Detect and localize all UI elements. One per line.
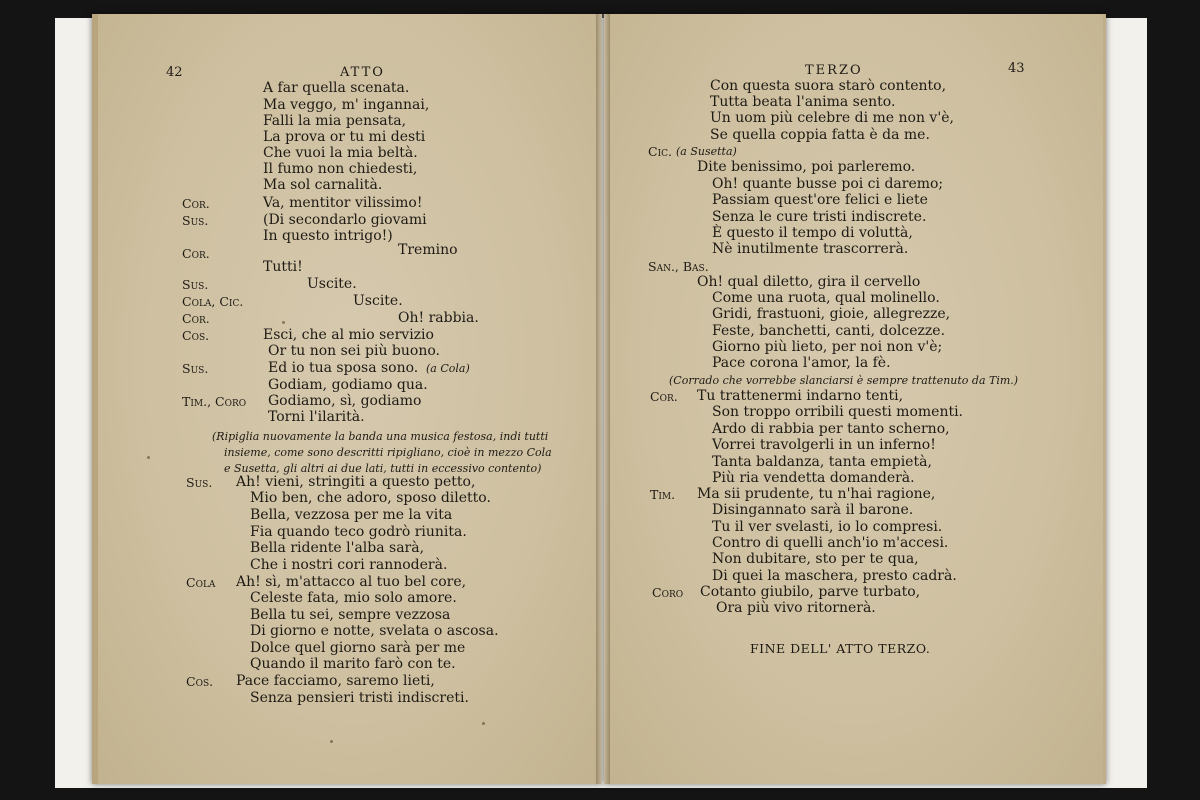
verse-line: Bella tu sei, sempre vezzosa: [250, 607, 451, 623]
verse-line: Tu il ver svelasti, io lo compresi.: [712, 519, 943, 535]
verse-line: Bella ridente l'alba sarà,: [250, 540, 425, 556]
verse-line: È questo il tempo di voluttà,: [712, 225, 913, 241]
verse-line: Senza le cure tristi indiscrete.: [712, 209, 927, 225]
verse-line: Oh! rabbia.: [398, 310, 479, 326]
speaker-label: Cola: [186, 575, 216, 590]
verse-line: Va, mentitor vilissimo!: [263, 195, 423, 211]
verse-line: Celeste fata, mio solo amore.: [250, 590, 457, 606]
verse-line: A far quella scenata.: [263, 80, 410, 96]
speaker-label: Tim.: [650, 487, 676, 502]
verse-line: Ed io tua sposa sono.: [268, 360, 419, 376]
right-page-number: 43: [1008, 61, 1025, 76]
verse-line: Pace facciamo, saremo lieti,: [236, 673, 435, 689]
verse-line: Passiam quest'ore felici e liete: [712, 192, 928, 208]
verse-line: Feste, banchetti, canti, dolcezze.: [712, 323, 946, 339]
book-gutter: [596, 14, 610, 784]
verse-line: Mio ben, che adoro, sposo diletto.: [250, 490, 491, 506]
verse-line: Un uom più celebre di me non v'è,: [710, 110, 954, 126]
speaker-label: San., Bas.: [648, 259, 709, 274]
verse-line: Più ria vendetta domanderà.: [712, 470, 915, 486]
foxing-spot: [282, 321, 285, 324]
verse-line: Come una ruota, qual molinello.: [712, 290, 940, 306]
verse-line: Disingannato sarà il barone.: [712, 502, 914, 518]
right-running-header: TERZO: [805, 63, 863, 78]
verse-line: (Di secondarlo giovami: [263, 212, 427, 228]
stage-direction: (Ripiglia nuovamente la banda una musica festosa, indi tutti: [212, 430, 549, 443]
speaker-label: Sus.: [182, 361, 209, 376]
verse-line: Ma veggo, m' ingannai,: [263, 97, 430, 113]
verse-line: Ah! sì, m'attacco al tuo bel core,: [236, 574, 467, 590]
verse-line: Torni l'ilarità.: [268, 409, 365, 425]
speaker-label: Coro: [652, 585, 684, 600]
verse-line: Tanta baldanza, tanta empietà,: [712, 454, 932, 470]
verse-line: Senza pensieri tristi indiscreti.: [250, 690, 469, 706]
stage-direction: insieme, come sono descritti ripigliano, cioè in mezzo Cola: [224, 446, 552, 459]
speaker-label: Cos.: [182, 328, 210, 343]
speaker-label: Tim., Coro: [182, 394, 247, 409]
verse-line: Cotanto giubilo, parve turbato,: [700, 584, 921, 600]
verse-line: Con questa suora starò contento,: [710, 78, 947, 94]
speaker-label: Cor.: [182, 196, 210, 211]
verse-line: La prova or tu mi desti: [263, 129, 426, 145]
speaker-label: Sus.: [182, 277, 209, 292]
stage-direction: (a Cola): [426, 362, 470, 375]
foxing-spot: [482, 722, 485, 725]
verse-line: Quando il marito farò con te.: [250, 656, 456, 672]
verse-line: Ma sol carnalità.: [263, 177, 383, 193]
verse-line: Ma sii prudente, tu n'hai ragione,: [697, 486, 936, 502]
verse-line: Oh! qual diletto, gira il cervello: [697, 274, 921, 290]
verse-line: Fia quando teco godrò riunita.: [250, 524, 467, 540]
verse-line: Che i nostri cori rannoderà.: [250, 557, 448, 573]
verse-line: In questo intrigo!): [263, 228, 393, 244]
verse-line: Tu trattenermi indarno tenti,: [697, 388, 904, 404]
verse-line: Uscite.: [307, 276, 357, 292]
verse-line: Non dubitare, sto per te qua,: [712, 551, 919, 567]
foxing-spot: [330, 740, 333, 743]
verse-line: Che vuoi la mia beltà.: [263, 145, 418, 161]
verse-line: Ora più vivo ritornerà.: [716, 600, 876, 616]
verse-line: Ah! vieni, stringiti a questo petto,: [236, 474, 476, 490]
verse-line: Giorno più lieto, per noi non v'è;: [712, 339, 943, 355]
verse-line: Il fumo non chiedesti,: [263, 161, 418, 177]
verse-line: Oh! quante busse poi ci daremo;: [712, 176, 944, 192]
speaker-label: Cor.: [182, 246, 210, 261]
verse-line: Se quella coppia fatta è da me.: [710, 127, 930, 143]
verse-line: Di quei la maschera, presto cadrà.: [712, 568, 957, 584]
speaker-label: Sus.: [182, 213, 209, 228]
verse-line: Bella, vezzosa per me la vita: [250, 507, 453, 523]
stage-direction: e Susetta, gli altri ai due lati, tutti in eccessivo contento): [224, 462, 542, 475]
verse-line: Dite benissimo, poi parleremo.: [697, 159, 916, 175]
verse-line: Esci, che al mio servizio: [263, 327, 434, 343]
speaker-label: Sus.: [186, 475, 213, 490]
speaker-label: Cola, Cic.: [182, 294, 244, 309]
left-running-header: ATTO: [340, 65, 385, 80]
verse-line: Tutti!: [263, 259, 303, 275]
stage-direction: (a Susetta): [676, 145, 737, 158]
stage-direction: (Corrado che vorrebbe slanciarsi è sempre trattenuto da Tim.): [669, 374, 1019, 387]
verse-line: Falli la mia pensata,: [263, 113, 407, 129]
speaker-label: Cic.: [648, 144, 672, 159]
speaker-label: Cos.: [186, 674, 214, 689]
verse-line: Pace corona l'amor, la fè.: [712, 355, 891, 371]
verse-line: Nè inutilmente trascorrerà.: [712, 241, 909, 257]
verse-line: Di giorno e notte, svelata o ascosa.: [250, 623, 499, 639]
verse-line: Tutta beata l'anima sento.: [710, 94, 896, 110]
verse-line: Godiam, godiamo qua.: [268, 377, 428, 393]
verse-line: Tremino: [398, 242, 458, 258]
verse-line: Godiamo, sì, godiamo: [268, 393, 422, 409]
verse-line: Uscite.: [353, 293, 403, 309]
speaker-label: Cor.: [650, 389, 678, 404]
verse-line: Vorrei travolgerli in un inferno!: [712, 437, 936, 453]
verse-line: Gridi, frastuoni, gioie, allegrezze,: [712, 306, 951, 322]
verse-line: Son troppo orribili questi momenti.: [712, 404, 964, 420]
verse-line: Dolce quel giorno sarà per me: [250, 640, 466, 656]
verse-line: Contro di quelli anch'io m'accesi.: [712, 535, 949, 551]
speaker-label: Cor.: [182, 311, 210, 326]
act-ending-text: FINE DELL' ATTO TERZO.: [750, 641, 931, 656]
left-page-number: 42: [166, 65, 183, 80]
verse-line: Or tu non sei più buono.: [268, 343, 440, 359]
verse-line: Ardo di rabbia per tanto scherno,: [712, 421, 950, 437]
foxing-spot: [147, 456, 150, 459]
